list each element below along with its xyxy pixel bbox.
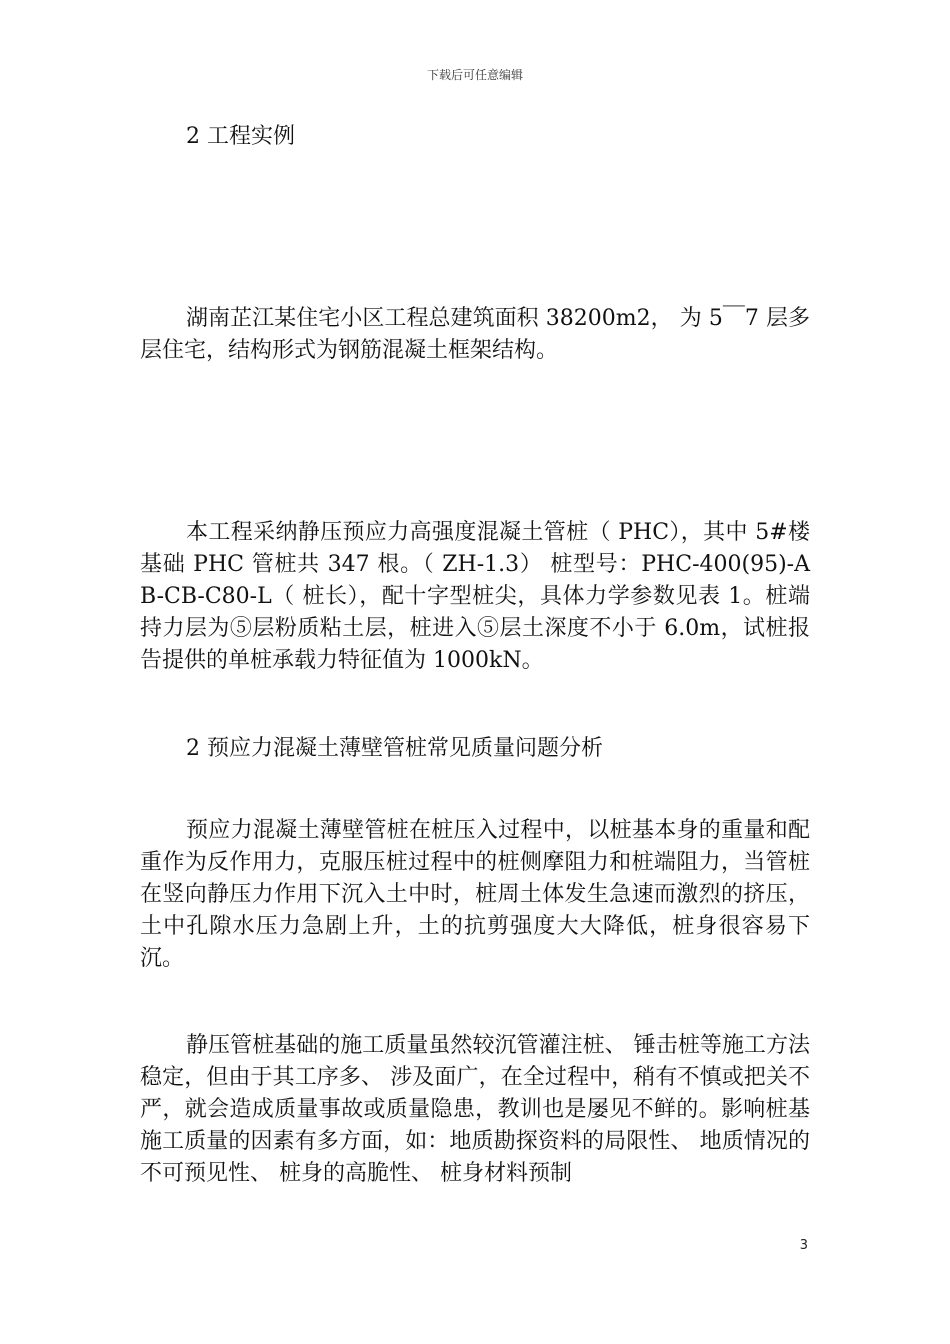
section-heading-quality-analysis: 2 预应力混凝土薄壁管桩常见质量问题分析 (186, 736, 603, 761)
header-note: 下载后可任意编辑 (426, 68, 523, 82)
page-number: 3 (799, 1238, 808, 1253)
paragraph-pile-driving-mechanism: 预应力混凝土薄壁管桩在桩压入过程中，以桩基本身的重量和配重作为反作用力，克服压桩过程中的桩侧摩阻力和桩端阻力，当管桩在竖向静压力作用下沉入土中时，桩周土体发生急速而激烈的挤压，土中孔隙水压力急剧上升，土的抗剪强度大大降低，桩身很容易下沉。 (140, 818, 810, 971)
paragraph-construction-quality: 静压管桩基础的施工质量虽然较沉管灌注桩、 锤击桩等施工方法稳定，但由于其工序多、 涉及面广，在全过程中，稍有不慎或把关不严，就会造成质量事故或质量隐患，教训也是屡见不鲜的。影响桩基施工质量的因素有多方面，如：地质勘探资料的局限性、 地质情况的不可预见性、 桩身的高脆性、 桩身材料预制 (140, 1033, 810, 1186)
section-heading-engineering-example: 2 工程实例 (186, 124, 295, 149)
paragraph-project-overview: 湖南芷江某住宅小区工程总建筑面积 38200m2， 为 5￣7 层多层住宅，结构形式为钢筋混凝土框架结构。 (140, 306, 810, 363)
paragraph-pile-specification: 本工程采纳静压预应力高强度混凝土管桩（ PHC），其中 5#楼基础 PHC 管桩共 347 根。（ ZH-1.3） 桩型号：PHC-400(95)-AB-CB-C80-L（ 桩长），配十字型桩尖，具体力学参数见表 1。桩端持力层为⑤层粉质粘土层，桩进入⑤层土深度不小于 6.0m，试桩报告提供的单桩承载力特征值为 1000kN。 (140, 520, 810, 673)
